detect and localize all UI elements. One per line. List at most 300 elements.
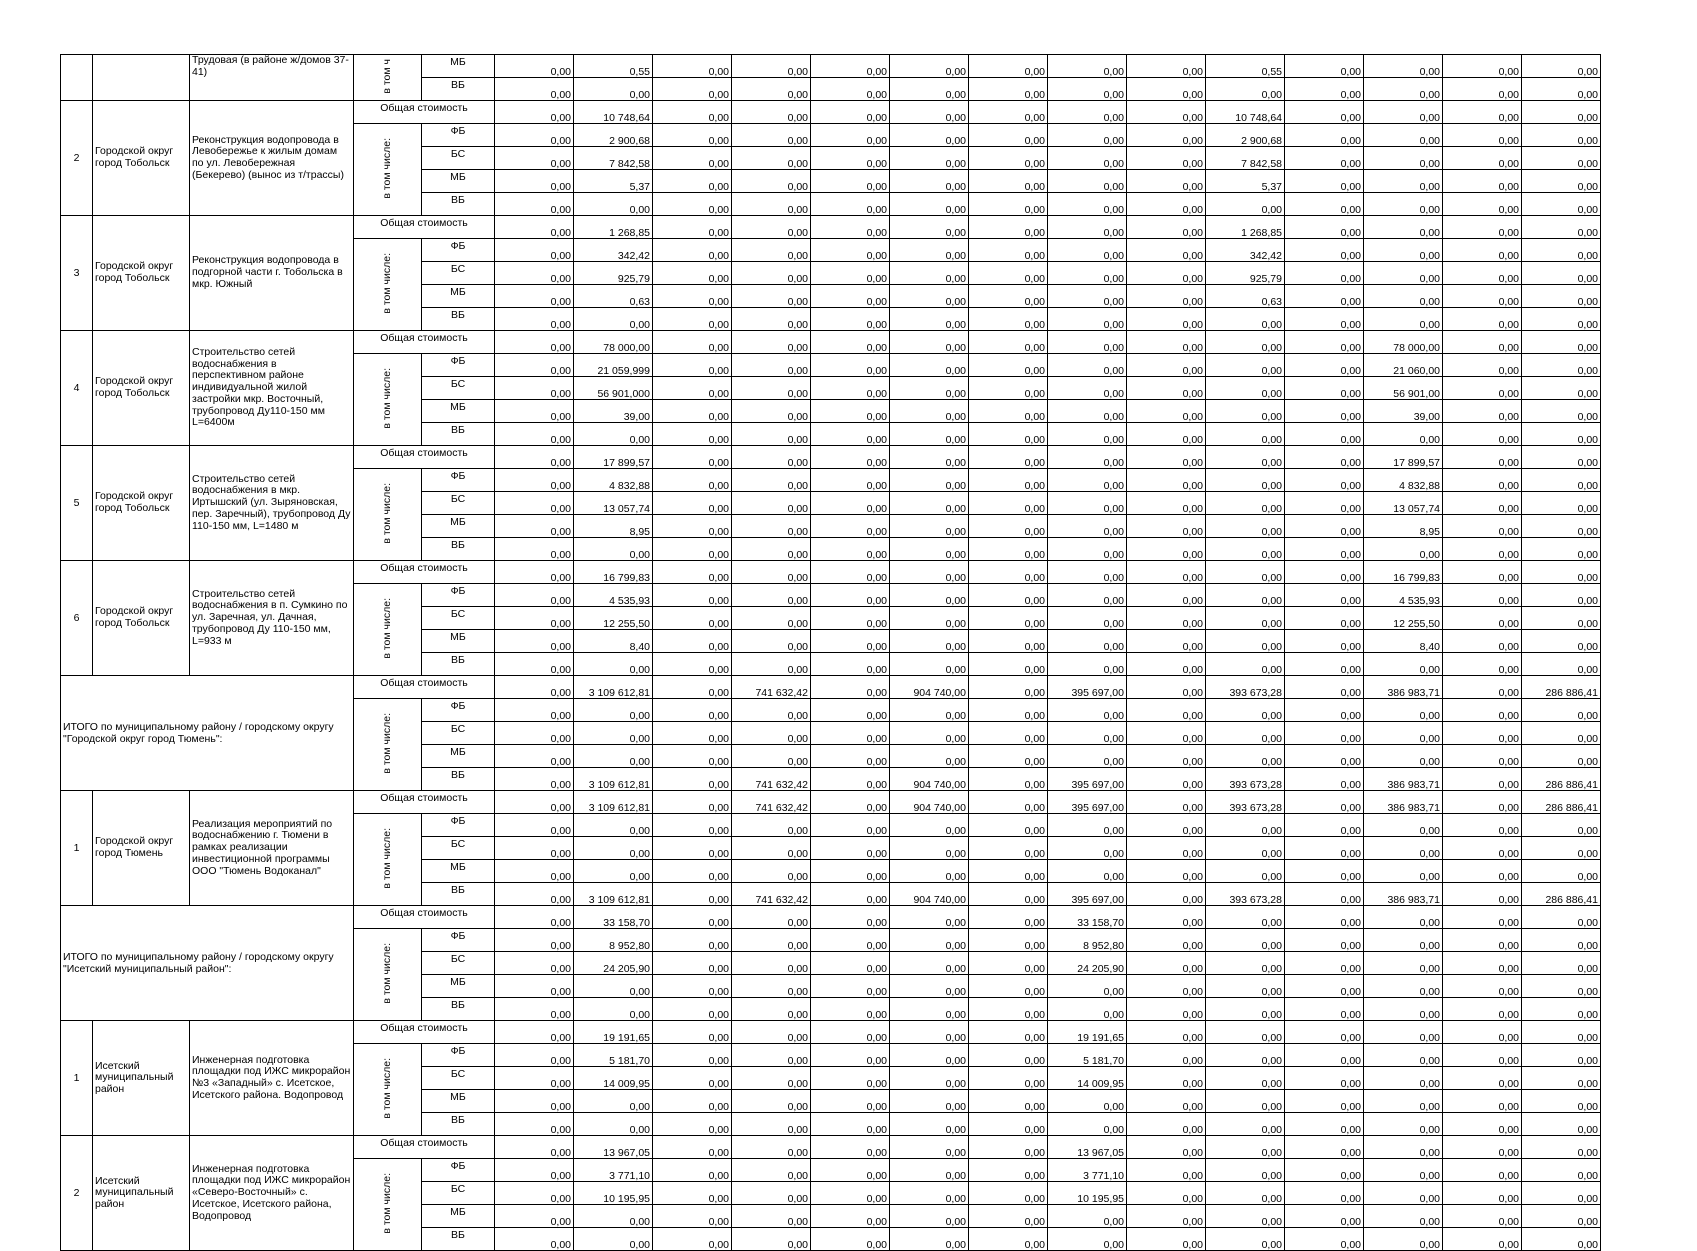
value-cell: 0,00 (1285, 1182, 1364, 1205)
value-cell: 0,00 (495, 124, 574, 147)
value-cell: 0,00 (1364, 1044, 1443, 1067)
value-cell: 0,00 (1048, 607, 1127, 630)
value-cell: 0,00 (811, 814, 890, 837)
value-cell: 0,00 (1127, 423, 1206, 446)
value-cell: 0,00 (890, 78, 969, 101)
value-cell: 8 952,80 (574, 929, 653, 952)
value-cell: 0,00 (1206, 561, 1285, 584)
value-cell: 0,00 (1443, 1113, 1522, 1136)
project-name: Трудовая (в районе ж/домов 37-41) (190, 55, 354, 101)
fund-label-fb: ФБ (422, 239, 495, 262)
value-cell: 0,00 (969, 170, 1048, 193)
value-cell: 0,00 (890, 1159, 969, 1182)
value-cell: 8 952,80 (1048, 929, 1127, 952)
value-cell: 0,00 (1127, 78, 1206, 101)
value-cell: 0,00 (1285, 906, 1364, 929)
value-cell: 0,00 (574, 1228, 653, 1251)
value-cell: 56 901,000 (574, 377, 653, 400)
value-cell: 0,00 (653, 101, 732, 124)
value-cell: 0,00 (653, 400, 732, 423)
value-cell: 0,00 (1364, 1205, 1443, 1228)
value-cell: 0,00 (1443, 975, 1522, 998)
value-cell: 0,00 (1443, 768, 1522, 791)
value-cell: 0,00 (732, 262, 811, 285)
fund-label-vb: ВБ (422, 538, 495, 561)
value-cell: 904 740,00 (890, 676, 969, 699)
value-cell: 0,00 (1443, 193, 1522, 216)
value-cell: 0,00 (811, 584, 890, 607)
value-cell: 0,00 (1127, 1044, 1206, 1067)
value-cell: 0,00 (1048, 170, 1127, 193)
value-cell: 0,00 (969, 469, 1048, 492)
value-cell: 0,00 (969, 1044, 1048, 1067)
total-cost-label: Общая стоимость (354, 791, 495, 814)
value-cell: 0,00 (969, 331, 1048, 354)
value-cell: 0,00 (1206, 630, 1285, 653)
value-cell: 0,00 (1443, 492, 1522, 515)
value-cell: 0,00 (1522, 1067, 1601, 1090)
value-cell: 0,00 (1127, 998, 1206, 1021)
value-cell: 0,00 (1206, 193, 1285, 216)
value-cell: 0,00 (1522, 469, 1601, 492)
value-cell: 0,00 (1127, 975, 1206, 998)
value-cell: 0,00 (495, 423, 574, 446)
value-cell: 0,00 (495, 216, 574, 239)
value-cell: 0,00 (1127, 929, 1206, 952)
value-cell: 0,00 (1443, 1205, 1522, 1228)
row-number: 5 (61, 446, 93, 561)
value-cell: 0,00 (811, 653, 890, 676)
value-cell: 0,00 (495, 147, 574, 170)
value-cell: 0,00 (890, 538, 969, 561)
value-cell: 0,00 (1127, 653, 1206, 676)
value-cell: 0,00 (1206, 515, 1285, 538)
value-cell: 0,00 (1048, 998, 1127, 1021)
value-cell: 0,00 (732, 745, 811, 768)
municipality-cell: Исетский муниципальный район (93, 1136, 190, 1251)
value-cell: 0,00 (1522, 216, 1601, 239)
value-cell: 395 697,00 (1048, 791, 1127, 814)
value-cell: 0,00 (1127, 1182, 1206, 1205)
value-cell: 0,00 (1206, 1136, 1285, 1159)
value-cell: 0,00 (495, 561, 574, 584)
value-cell: 0,00 (1127, 331, 1206, 354)
value-cell: 0,00 (495, 78, 574, 101)
value-cell: 0,00 (811, 630, 890, 653)
value-cell: 0,00 (1127, 124, 1206, 147)
value-cell: 0,00 (1364, 1159, 1443, 1182)
value-cell: 925,79 (1206, 262, 1285, 285)
value-cell: 0,00 (1206, 699, 1285, 722)
value-cell: 0,00 (653, 584, 732, 607)
value-cell: 0,00 (574, 538, 653, 561)
value-cell: 0,00 (732, 400, 811, 423)
value-cell: 0,00 (732, 653, 811, 676)
value-cell: 0,00 (1364, 699, 1443, 722)
value-cell: 0,00 (574, 837, 653, 860)
value-cell: 0,00 (1522, 446, 1601, 469)
value-cell: 0,00 (1285, 170, 1364, 193)
value-cell: 0,00 (1443, 354, 1522, 377)
value-cell: 0,00 (969, 1228, 1048, 1251)
value-cell: 0,00 (1127, 584, 1206, 607)
value-cell: 0,00 (1206, 331, 1285, 354)
municipality-cell: Городской округ город Тобольск (93, 216, 190, 331)
value-cell: 0,00 (1364, 1021, 1443, 1044)
value-cell: 0,00 (811, 699, 890, 722)
value-cell: 0,00 (1127, 699, 1206, 722)
value-cell: 0,00 (890, 1182, 969, 1205)
value-cell: 0,00 (1522, 653, 1601, 676)
value-cell: 0,00 (811, 423, 890, 446)
value-cell: 0,00 (811, 975, 890, 998)
value-cell: 0,00 (1522, 193, 1601, 216)
value-cell: 0,00 (653, 1113, 732, 1136)
value-cell: 0,00 (1443, 699, 1522, 722)
value-cell: 0,00 (1127, 469, 1206, 492)
value-cell: 0,00 (1206, 1228, 1285, 1251)
value-cell: 0,00 (1522, 1205, 1601, 1228)
value-cell: 0,00 (1285, 791, 1364, 814)
value-cell: 0,00 (1127, 1159, 1206, 1182)
value-cell: 0,00 (1285, 722, 1364, 745)
value-cell: 7 842,58 (1206, 147, 1285, 170)
value-cell: 0,00 (1522, 147, 1601, 170)
value-cell: 19 191,65 (574, 1021, 653, 1044)
value-cell: 386 983,71 (1364, 676, 1443, 699)
value-cell: 0,00 (1443, 584, 1522, 607)
value-cell: 0,00 (1364, 1136, 1443, 1159)
project-name: Реконструкция водопровода в Левобережье к жилым домам по ул. Левобережная (Бекерево) (вынос из т/трассы) (190, 101, 354, 216)
value-cell: 0,00 (1127, 538, 1206, 561)
fund-label-bs: БС (422, 952, 495, 975)
vertical-text: в том числе: (381, 137, 394, 199)
value-cell: 0,00 (1206, 814, 1285, 837)
value-cell: 0,00 (890, 653, 969, 676)
value-cell: 0,00 (890, 929, 969, 952)
value-cell: 904 740,00 (890, 791, 969, 814)
value-cell: 0,00 (890, 1228, 969, 1251)
value-cell: 0,00 (1285, 354, 1364, 377)
value-cell: 0,00 (1522, 1228, 1601, 1251)
value-cell: 0,00 (495, 538, 574, 561)
value-cell: 0,00 (495, 1182, 574, 1205)
value-cell: 39,00 (574, 400, 653, 423)
value-cell: 0,00 (1443, 883, 1522, 906)
value-cell: 0,00 (969, 607, 1048, 630)
value-cell: 0,00 (653, 124, 732, 147)
value-cell: 0,00 (969, 216, 1048, 239)
value-cell: 0,00 (574, 722, 653, 745)
value-cell: 0,00 (1522, 331, 1601, 354)
value-cell: 0,00 (969, 101, 1048, 124)
value-cell: 0,00 (1048, 699, 1127, 722)
value-cell: 0,00 (890, 377, 969, 400)
fund-label-mb: МБ (422, 285, 495, 308)
value-cell: 0,00 (732, 630, 811, 653)
value-cell: 78 000,00 (574, 331, 653, 354)
fund-label-fb: ФБ (422, 814, 495, 837)
value-cell: 0,00 (732, 469, 811, 492)
value-cell: 0,00 (574, 998, 653, 1021)
value-cell: 0,00 (495, 630, 574, 653)
value-cell: 0,00 (1522, 515, 1601, 538)
value-cell: 0,00 (732, 101, 811, 124)
value-cell: 0,00 (1364, 1090, 1443, 1113)
project-name: Строительство сетей водоснабжения в п. Сумкино по ул. Заречная, ул. Дачная, трубопровод Ду 110-150 мм, L=933 м (190, 561, 354, 676)
value-cell: 5,37 (1206, 170, 1285, 193)
value-cell: 16 799,83 (574, 561, 653, 584)
value-cell: 0,00 (732, 584, 811, 607)
value-cell: 0,00 (1206, 906, 1285, 929)
value-cell: 0,00 (1206, 929, 1285, 952)
value-cell: 0,00 (732, 308, 811, 331)
value-cell: 342,42 (574, 239, 653, 262)
value-cell: 0,00 (1285, 469, 1364, 492)
value-cell: 0,00 (811, 101, 890, 124)
value-cell: 0,00 (1364, 55, 1443, 78)
value-cell: 0,00 (495, 860, 574, 883)
value-cell: 0,00 (1522, 699, 1601, 722)
value-cell: 0,00 (1285, 78, 1364, 101)
value-cell: 0,00 (732, 561, 811, 584)
value-cell: 0,00 (732, 722, 811, 745)
value-cell: 0,00 (1127, 1113, 1206, 1136)
value-cell: 0,00 (732, 354, 811, 377)
value-cell: 0,00 (890, 423, 969, 446)
value-cell: 0,00 (890, 814, 969, 837)
value-cell: 0,00 (1127, 170, 1206, 193)
vertical-text: в том ч (381, 58, 394, 94)
value-cell: 0,00 (890, 1067, 969, 1090)
in-total-vertical-label (354, 929, 422, 1021)
value-cell: 0,00 (1206, 308, 1285, 331)
value-cell: 0,00 (1364, 193, 1443, 216)
value-cell: 0,00 (1206, 400, 1285, 423)
value-cell: 0,00 (890, 469, 969, 492)
value-cell: 0,00 (495, 998, 574, 1021)
value-cell: 0,00 (732, 1090, 811, 1113)
value-cell: 0,00 (811, 285, 890, 308)
value-cell: 0,00 (1048, 285, 1127, 308)
value-cell: 0,00 (811, 515, 890, 538)
value-cell: 0,00 (1285, 1113, 1364, 1136)
in-total-vertical-label (354, 469, 422, 561)
value-cell: 0,00 (1048, 101, 1127, 124)
value-cell: 0,00 (653, 1205, 732, 1228)
value-cell: 0,00 (969, 492, 1048, 515)
value-cell: 0,00 (495, 1113, 574, 1136)
value-cell: 0,00 (1048, 492, 1127, 515)
value-cell: 0,00 (574, 1090, 653, 1113)
value-cell: 0,00 (732, 1159, 811, 1182)
value-cell: 0,00 (1443, 446, 1522, 469)
value-cell: 0,00 (1206, 607, 1285, 630)
value-cell: 0,00 (653, 262, 732, 285)
value-cell: 0,00 (811, 354, 890, 377)
total-cost-label: Общая стоимость (354, 676, 495, 699)
value-cell: 0,00 (811, 331, 890, 354)
value-cell: 0,00 (890, 515, 969, 538)
value-cell: 0,00 (1285, 653, 1364, 676)
value-cell: 16 799,83 (1364, 561, 1443, 584)
value-cell: 0,00 (890, 561, 969, 584)
value-cell: 0,00 (1127, 722, 1206, 745)
value-cell: 0,00 (969, 929, 1048, 952)
value-cell: 0,00 (574, 860, 653, 883)
value-cell: 0,00 (890, 998, 969, 1021)
value-cell: 24 205,90 (574, 952, 653, 975)
value-cell: 0,00 (1127, 607, 1206, 630)
value-cell: 904 740,00 (890, 883, 969, 906)
value-cell: 0,00 (811, 216, 890, 239)
value-cell: 0,00 (1206, 1205, 1285, 1228)
value-cell: 0,55 (574, 55, 653, 78)
value-cell: 0,00 (890, 285, 969, 308)
value-cell: 0,00 (1522, 1136, 1601, 1159)
value-cell: 0,00 (969, 1090, 1048, 1113)
value-cell: 0,00 (495, 1228, 574, 1251)
value-cell: 0,00 (890, 699, 969, 722)
value-cell: 0,00 (1443, 308, 1522, 331)
value-cell: 386 983,71 (1364, 883, 1443, 906)
value-cell: 0,00 (1443, 262, 1522, 285)
value-cell: 0,00 (1522, 952, 1601, 975)
table-row (61, 1136, 1601, 1159)
value-cell: 0,00 (1285, 1159, 1364, 1182)
value-cell: 0,00 (653, 1182, 732, 1205)
value-cell: 0,00 (1443, 400, 1522, 423)
value-cell: 0,00 (969, 699, 1048, 722)
value-cell: 0,00 (574, 814, 653, 837)
value-cell: 286 886,41 (1522, 883, 1601, 906)
value-cell: 0,00 (1048, 423, 1127, 446)
value-cell: 0,00 (1522, 101, 1601, 124)
row-number: 1 (61, 791, 93, 906)
value-cell: 0,00 (1364, 906, 1443, 929)
value-cell: 0,00 (653, 607, 732, 630)
value-cell: 0,00 (1522, 722, 1601, 745)
value-cell: 0,00 (890, 308, 969, 331)
value-cell: 0,00 (495, 768, 574, 791)
value-cell: 21 059,999 (574, 354, 653, 377)
value-cell: 0,00 (969, 837, 1048, 860)
value-cell: 0,00 (969, 584, 1048, 607)
value-cell: 0,00 (1285, 952, 1364, 975)
value-cell: 0,00 (574, 1113, 653, 1136)
row-number: 2 (61, 101, 93, 216)
value-cell: 0,00 (1285, 239, 1364, 262)
in-total-vertical-label (354, 124, 422, 216)
value-cell: 0,00 (1522, 837, 1601, 860)
value-cell: 0,00 (1364, 975, 1443, 998)
value-cell: 0,00 (732, 1044, 811, 1067)
value-cell: 0,00 (495, 929, 574, 952)
value-cell: 0,00 (1443, 147, 1522, 170)
value-cell: 0,00 (732, 1136, 811, 1159)
value-cell: 904 740,00 (890, 768, 969, 791)
value-cell: 0,00 (653, 469, 732, 492)
value-cell: 393 673,28 (1206, 791, 1285, 814)
value-cell: 0,00 (969, 308, 1048, 331)
value-cell: 0,00 (1127, 400, 1206, 423)
value-cell: 8,40 (574, 630, 653, 653)
value-cell: 3 771,10 (1048, 1159, 1127, 1182)
value-cell: 0,00 (732, 607, 811, 630)
value-cell: 393 673,28 (1206, 768, 1285, 791)
fund-label-bs: БС (422, 1182, 495, 1205)
value-cell: 0,00 (1522, 745, 1601, 768)
value-cell: 0,00 (653, 676, 732, 699)
value-cell: 0,00 (1364, 837, 1443, 860)
value-cell: 0,00 (653, 722, 732, 745)
total-cost-label: Общая стоимость (354, 216, 495, 239)
value-cell: 0,00 (1048, 147, 1127, 170)
itog-total-row (61, 906, 1601, 929)
value-cell: 0,00 (1443, 745, 1522, 768)
value-cell: 0,00 (732, 952, 811, 975)
value-cell: 0,00 (495, 101, 574, 124)
value-cell: 0,00 (1048, 837, 1127, 860)
value-cell: 0,00 (653, 492, 732, 515)
value-cell: 0,00 (1285, 101, 1364, 124)
value-cell: 0,00 (890, 630, 969, 653)
value-cell: 4 535,93 (574, 584, 653, 607)
value-cell: 0,00 (969, 55, 1048, 78)
value-cell: 0,00 (1443, 239, 1522, 262)
value-cell: 0,00 (1364, 1113, 1443, 1136)
value-cell: 0,00 (1443, 952, 1522, 975)
value-cell: 0,00 (1127, 216, 1206, 239)
value-cell: 0,00 (811, 538, 890, 561)
value-cell: 0,00 (653, 308, 732, 331)
value-cell: 0,00 (890, 331, 969, 354)
value-cell: 0,00 (890, 262, 969, 285)
value-cell: 0,00 (811, 791, 890, 814)
value-cell: 925,79 (574, 262, 653, 285)
value-cell: 0,00 (732, 1067, 811, 1090)
value-cell: 0,00 (1364, 814, 1443, 837)
value-cell: 1 268,85 (1206, 216, 1285, 239)
value-cell: 0,00 (1127, 791, 1206, 814)
value-cell: 0,00 (1048, 124, 1127, 147)
fund-label-mb: МБ (422, 745, 495, 768)
fund-label-fb: ФБ (422, 929, 495, 952)
value-cell: 0,00 (495, 584, 574, 607)
value-cell: 0,00 (1285, 262, 1364, 285)
vertical-text: в том числе: (381, 252, 394, 314)
in-total-vertical-label (354, 354, 422, 446)
value-cell: 0,00 (1285, 400, 1364, 423)
value-cell: 0,00 (890, 446, 969, 469)
value-cell: 0,00 (969, 423, 1048, 446)
value-cell: 0,00 (574, 653, 653, 676)
value-cell: 0,00 (495, 745, 574, 768)
value-cell: 0,00 (1048, 193, 1127, 216)
value-cell: 0,00 (1285, 975, 1364, 998)
value-cell: 0,00 (653, 55, 732, 78)
municipality-cell: Городской округ город Тобольск (93, 101, 190, 216)
fund-label-fb: ФБ (422, 354, 495, 377)
value-cell: 0,00 (1285, 998, 1364, 1021)
value-cell: 0,00 (1127, 1067, 1206, 1090)
fund-label-bs: БС (422, 722, 495, 745)
value-cell: 0,00 (1443, 561, 1522, 584)
value-cell: 0,00 (495, 239, 574, 262)
in-total-vertical-label (354, 699, 422, 791)
value-cell: 0,00 (1285, 1021, 1364, 1044)
value-cell: 286 886,41 (1522, 791, 1601, 814)
